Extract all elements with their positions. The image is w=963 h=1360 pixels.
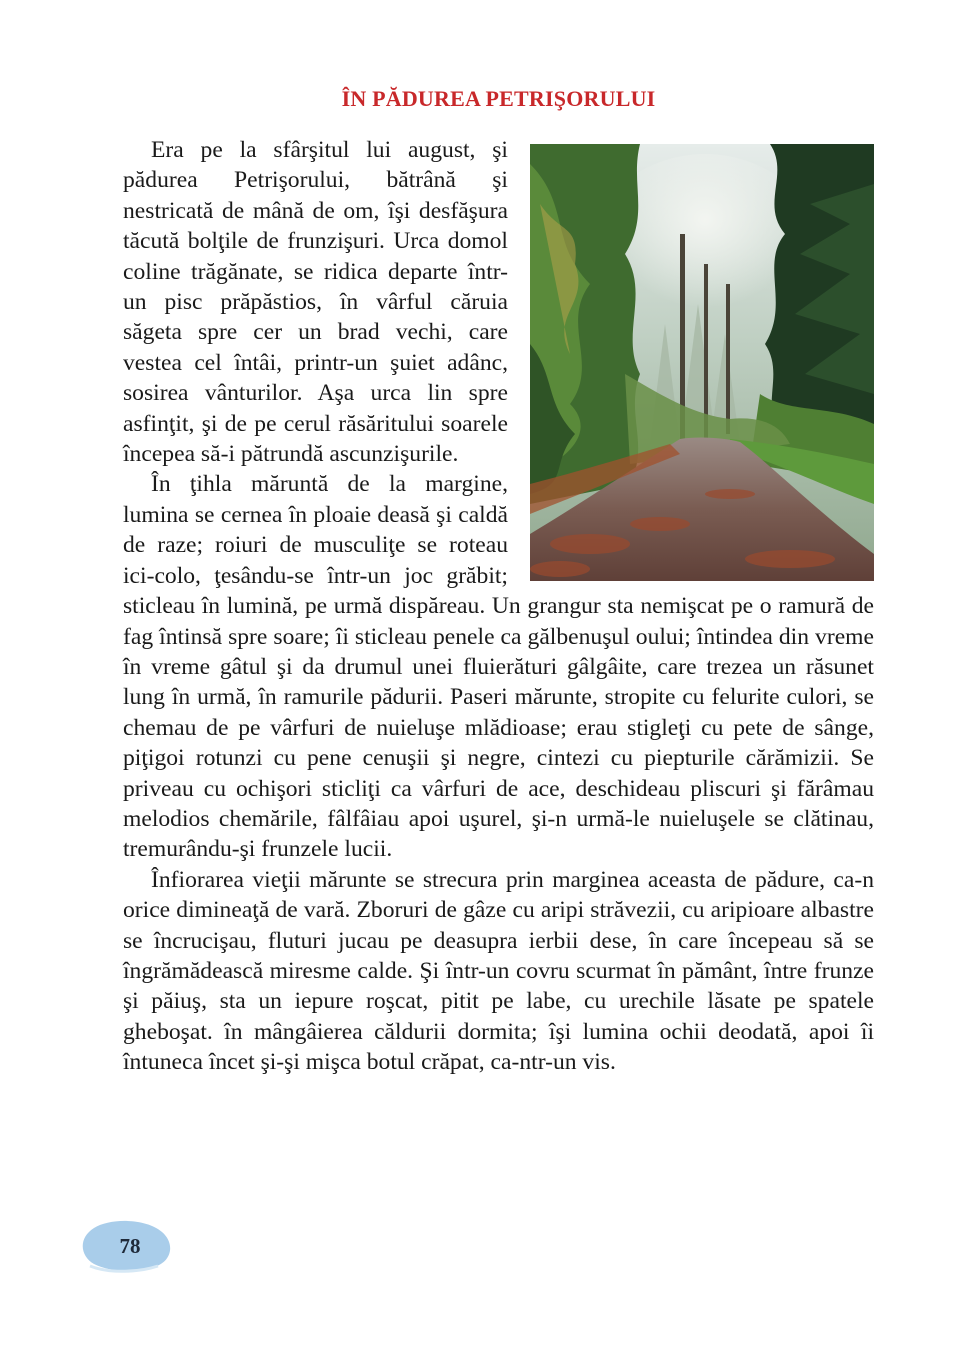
text-body	[123, 135, 874, 1078]
paragraph-1: Era pe la sfârşitul lui august, şi pădurea Petrişorului, bătrână şi nestricată de mână de om, îşi desfăşura tăcută bolţile de frunzişuri. Urca domol coline trăgănate, se ridica departe într-un pisc prăpăstios, în vârful căruia săgeta spre cer un brad vechi, care vestea cel întâi, printr-un şuiet adânc, sosirea vânturilor. Aşa urca lin spre asfinţit, şi de pe cerul răsăritului soarele începea să-i pătrundă ascunzişurile.	[123, 137, 508, 468]
paragraph-2: În ţihla măruntă de la margine, lumina se cernea în ploaie deasă şi caldă de raze; roiuri de musculiţe se roteau ici-colo, ţesându-se într-un joc grăbit; sticleau în lumină, pe urmă dispăreau. Un grangur sta nemişcat pe o ramură de fag întinsă spre soare; îi sticleau penele ca gălbenuşul oului; întindea din vreme în vreme gâtul şi da drumul unei fluierături gâlgâite, care trezea un răsunet lung în urmă, în ramurile pădurii. Paseri mărunte, stropite cu felurite culori, se chemau de pe vârfuri de nuieluşe mlădioase; erau stigleţi cu pete de sânge, piţigoi rotunzi cu pene cenuşii şi negre, cintezi cu piepturile cărămizii. Se priveau cu ochişori sticliţi ca vârfuri de ace, deschideau pliscuri şi fărâmau melodios chemările, fâlfâiau apoi uşurel, şi-n urmă-le nuieluşele se clătinau, tremurându-şi frunzele lucii.	[123, 471, 874, 863]
page-number: 78	[119, 1234, 141, 1258]
page-title: ÎN PĂDUREA PETRIŞORULUI	[341, 86, 656, 111]
paragraph-3: Înfiorarea vieţii mărunte se strecura prin marginea aceasta de pădure, ca-n orice dimineaţă de vară. Zboruri de gâze cu aripi străvezii, cu aripioare albastre se încrucişau, fluturi jucau pe deasupra ierbii dese, în care începeau să se îngrămădească miresme calde. Şi într-un covru scurmat în pământ, între frunze şi păiuş, sta un iepure roşcat, pitit pe labe, cu urechile lăsate pe spatele gheboşat. în mângâierea căldurii dormita; îşi lumina ochii deodată, apoi îi întuneca încet şi-şi mişca botul crăpat, ca-ntr-un vis.	[123, 866, 874, 1076]
page-number-badge	[80, 1220, 176, 1274]
forest-photo	[530, 144, 874, 581]
